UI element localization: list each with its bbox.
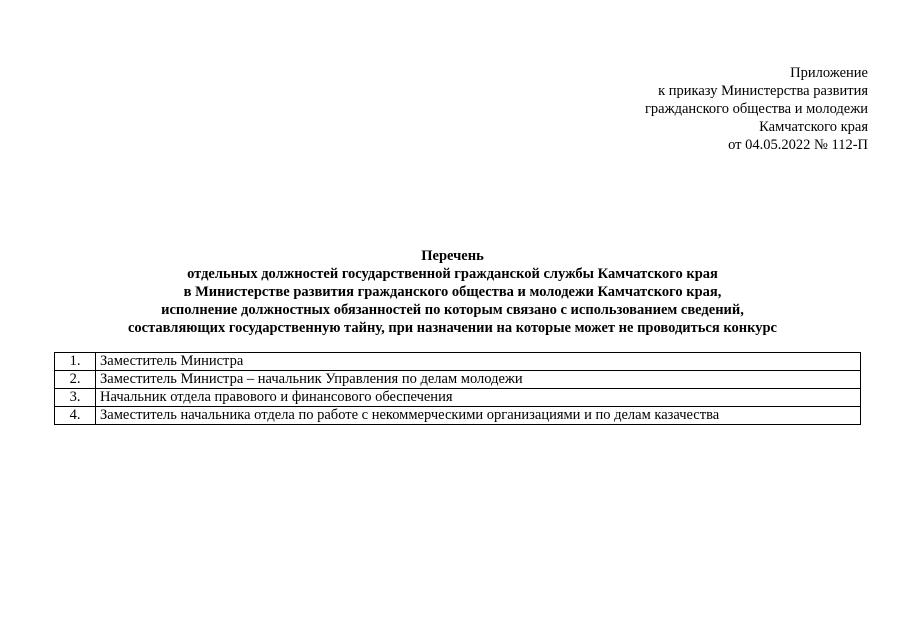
appendix-line: Приложение xyxy=(790,65,868,81)
appendix-line: к приказу Министерства развития xyxy=(658,83,868,99)
row-number: 2. xyxy=(55,371,96,389)
row-number: 3. xyxy=(55,389,96,407)
appendix-line: гражданского общества и молодежи xyxy=(644,101,868,117)
row-number: 4. xyxy=(55,407,96,425)
table-row xyxy=(55,353,861,371)
document-title xyxy=(0,247,905,337)
appendix-line: Камчатского края xyxy=(759,119,868,135)
position-name: Заместитель Министра xyxy=(96,353,861,371)
position-name: Начальник отдела правового и финансового обеспечения xyxy=(96,389,861,407)
positions-table xyxy=(54,352,861,425)
title-line: отдельных должностей государственной гражданской службы Камчатского края xyxy=(187,266,718,282)
title-heading: Перечень xyxy=(421,248,484,264)
row-number: 1. xyxy=(55,353,96,371)
title-line: исполнение должностных обязанностей по которым связано с использованием сведений, xyxy=(161,302,744,318)
table-row xyxy=(55,407,861,425)
table-row xyxy=(55,371,861,389)
appendix-header xyxy=(468,64,868,154)
title-line: составляющих государственную тайну, при назначении на которые может не проводиться конкурс xyxy=(128,320,777,336)
title-line: в Министерстве развития гражданского общества и молодежи Камчатского края, xyxy=(183,284,722,300)
appendix-date-line: от 04.05.2022 № 112-П xyxy=(728,137,868,153)
position-name: Заместитель начальника отдела по работе с некоммерческими организациями и по делам казачества xyxy=(96,407,861,425)
position-name: Заместитель Министра – начальник Управления по делам молодежи xyxy=(96,371,861,389)
table-row xyxy=(55,389,861,407)
